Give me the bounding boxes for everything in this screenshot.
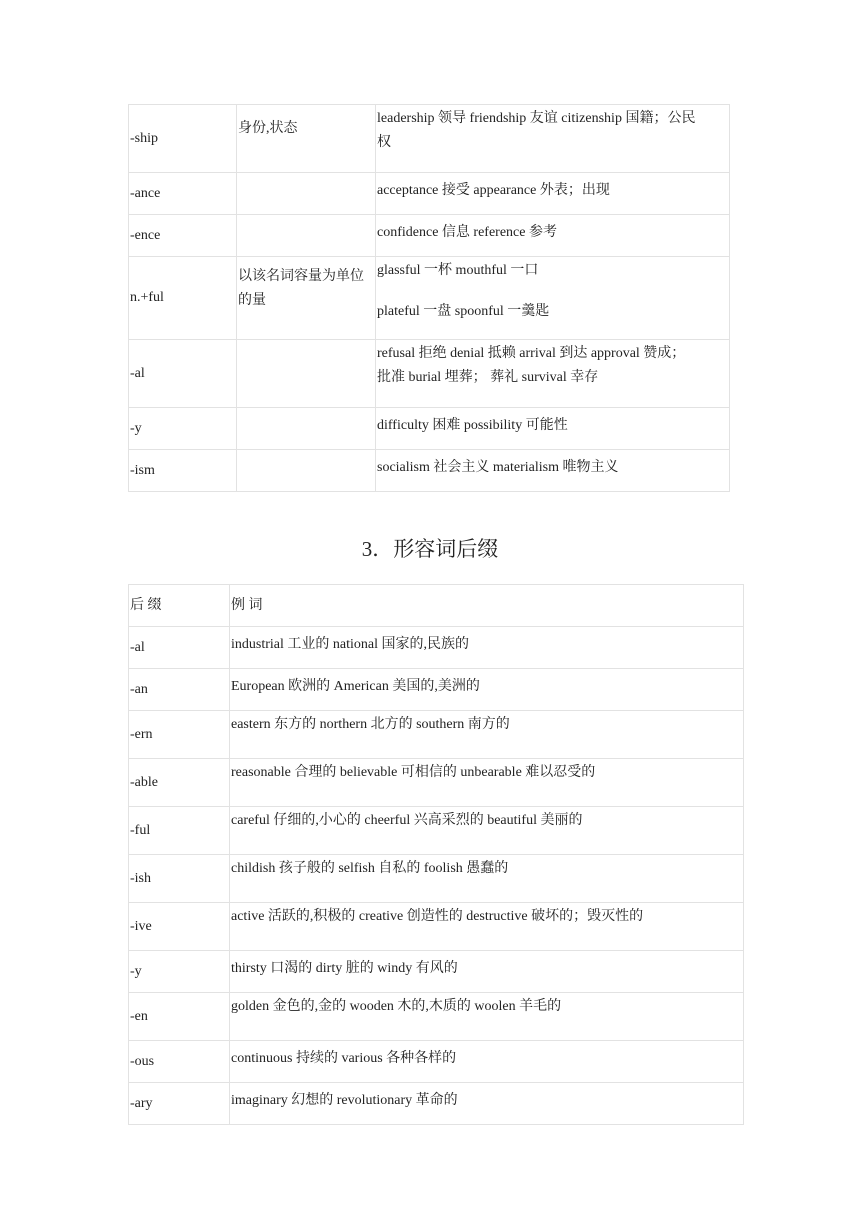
examples-cell bbox=[230, 807, 744, 855]
examples-cell bbox=[230, 759, 744, 807]
suffix-text: -ful bbox=[130, 822, 151, 838]
examples-line: socialism 社会主义 materialism 唯物主义 bbox=[377, 460, 619, 475]
suffix-cell bbox=[129, 951, 230, 993]
suffix-cell bbox=[129, 215, 237, 257]
table-row bbox=[129, 669, 744, 711]
suffix-cell bbox=[129, 257, 237, 340]
examples-text: eastern 东方的 northern 北方的 southern 南方的 bbox=[231, 717, 510, 732]
examples-line: confidence 信息 reference 参考 bbox=[377, 225, 557, 240]
examples-cell bbox=[230, 951, 744, 993]
table-row bbox=[129, 215, 730, 257]
table-row bbox=[129, 759, 744, 807]
examples-cell bbox=[230, 993, 744, 1041]
table-row bbox=[129, 173, 730, 215]
table-row bbox=[129, 1041, 744, 1083]
suffix-cell bbox=[129, 627, 230, 669]
examples-cell bbox=[376, 173, 730, 215]
suffix-cell bbox=[129, 450, 237, 492]
suffix-text: -ance bbox=[130, 185, 161, 201]
suffix-text: -en bbox=[130, 1008, 148, 1024]
suffix-text: -an bbox=[130, 681, 148, 697]
examples-line: plateful 一盘 spoonful 一羹匙 bbox=[377, 304, 550, 319]
meaning-cell bbox=[237, 408, 376, 450]
examples-line: 批准 burial 埋葬； 葬礼 survival 幸存 bbox=[377, 370, 599, 385]
examples-cell bbox=[230, 855, 744, 903]
table-row bbox=[129, 711, 744, 759]
paragraph-gap bbox=[377, 283, 728, 300]
examples-text: active 活跃的,积极的 creative 创造性的 destructive 破坏的；毁灭性的 bbox=[231, 909, 644, 924]
suffix-text: -ary bbox=[130, 1095, 153, 1111]
suffix-text: -ern bbox=[130, 726, 153, 742]
examples-text: thirsty 口渴的 dirty 脏的 windy 有风的 bbox=[231, 961, 458, 976]
suffix-text: -ive bbox=[130, 918, 152, 934]
suffix-text: -ism bbox=[130, 462, 155, 478]
suffix-text: n.+ful bbox=[130, 290, 164, 305]
examples-line: difficulty 困难 possibility 可能性 bbox=[377, 418, 568, 433]
examples-text: imaginary 幻想的 revolutionary 革命的 bbox=[231, 1093, 458, 1108]
suffix-cell bbox=[129, 903, 230, 951]
suffix-text: -ship bbox=[130, 130, 158, 146]
examples-cell bbox=[376, 340, 730, 408]
table-row bbox=[129, 340, 730, 408]
suffix-text: -y bbox=[130, 420, 142, 436]
adjective-suffix-table bbox=[128, 584, 744, 1125]
table-row bbox=[129, 903, 744, 951]
meaning-cell bbox=[237, 340, 376, 408]
examples-cell bbox=[376, 257, 730, 340]
suffix-cell bbox=[129, 173, 237, 215]
examples-cell bbox=[230, 1041, 744, 1083]
suffix-cell bbox=[129, 105, 237, 173]
table-row bbox=[129, 951, 744, 993]
table-row bbox=[129, 1083, 744, 1125]
table-row bbox=[129, 855, 744, 903]
table-row bbox=[129, 257, 730, 340]
table-row bbox=[129, 807, 744, 855]
header-suffix-cell bbox=[129, 585, 230, 627]
examples-cell bbox=[230, 1083, 744, 1125]
suffix-cell bbox=[129, 993, 230, 1041]
examples-text: careful 仔细的,小心的 cheerful 兴高采烈的 beautiful 美丽的 bbox=[231, 813, 583, 828]
examples-cell bbox=[376, 450, 730, 492]
examples-cell bbox=[230, 627, 744, 669]
examples-text: European 欧洲的 American 美国的,美洲的 bbox=[231, 679, 480, 694]
examples-text: continuous 持续的 various 各种各样的 bbox=[231, 1051, 457, 1066]
suffix-cell bbox=[129, 711, 230, 759]
examples-cell bbox=[376, 215, 730, 257]
noun-suffix-table bbox=[128, 104, 730, 492]
examples-line: refusal 拒绝 denial 抵赖 arrival 到达 approval 赞成； bbox=[377, 346, 686, 361]
header-suffix: 后 缀 bbox=[130, 597, 162, 613]
table-row bbox=[129, 993, 744, 1041]
suffix-text: -al bbox=[130, 365, 145, 381]
examples-line: leadership 领导 friendship 友谊 citizenship 国籍；公民 bbox=[377, 111, 696, 126]
meaning-text: 以该名词容量为单位的量 bbox=[238, 269, 364, 308]
meaning-cell bbox=[237, 215, 376, 257]
suffix-cell bbox=[129, 669, 230, 711]
table-row bbox=[129, 408, 730, 450]
header-examples: 例 词 bbox=[231, 597, 263, 613]
header-examples-cell bbox=[230, 585, 744, 627]
suffix-text: -ish bbox=[130, 870, 151, 886]
examples-text: reasonable 合理的 believable 可相信的 unbearable 难以忍受的 bbox=[231, 765, 596, 780]
suffix-cell bbox=[129, 1083, 230, 1125]
suffix-cell bbox=[129, 340, 237, 408]
suffix-text: -ence bbox=[130, 227, 161, 243]
examples-text: childish 孩子般的 selfish 自私的 foolish 愚蠢的 bbox=[231, 861, 509, 876]
meaning-cell bbox=[237, 257, 376, 340]
suffix-text: -y bbox=[130, 963, 142, 979]
meaning-cell bbox=[237, 450, 376, 492]
table-row bbox=[129, 627, 744, 669]
meaning-cell bbox=[237, 173, 376, 215]
examples-line: acceptance 接受 appearance 外表；出现 bbox=[377, 183, 610, 198]
suffix-cell bbox=[129, 408, 237, 450]
suffix-cell bbox=[129, 855, 230, 903]
examples-text: golden 金色的,金的 wooden 木的,木质的 woolen 羊毛的 bbox=[231, 999, 562, 1014]
examples-line: glassful 一杯 mouthful 一口 bbox=[377, 263, 539, 278]
examples-cell bbox=[230, 711, 744, 759]
suffix-cell bbox=[129, 807, 230, 855]
examples-text: industrial 工业的 national 国家的,民族的 bbox=[231, 637, 469, 652]
examples-cell bbox=[376, 105, 730, 173]
suffix-text: -al bbox=[130, 639, 145, 655]
section-title: 3．形容词后缀 bbox=[361, 537, 499, 561]
suffix-cell bbox=[129, 759, 230, 807]
examples-cell bbox=[230, 903, 744, 951]
table-header-row bbox=[129, 585, 744, 627]
suffix-text: -ous bbox=[130, 1053, 155, 1069]
examples-line: 权 bbox=[377, 135, 391, 150]
table-row bbox=[129, 105, 730, 173]
examples-cell bbox=[376, 408, 730, 450]
meaning-cell bbox=[237, 105, 376, 173]
suffix-cell bbox=[129, 1041, 230, 1083]
table-row bbox=[129, 450, 730, 492]
suffix-text: -able bbox=[130, 774, 158, 790]
examples-cell bbox=[230, 669, 744, 711]
meaning-text: 身份,状态 bbox=[238, 121, 298, 136]
